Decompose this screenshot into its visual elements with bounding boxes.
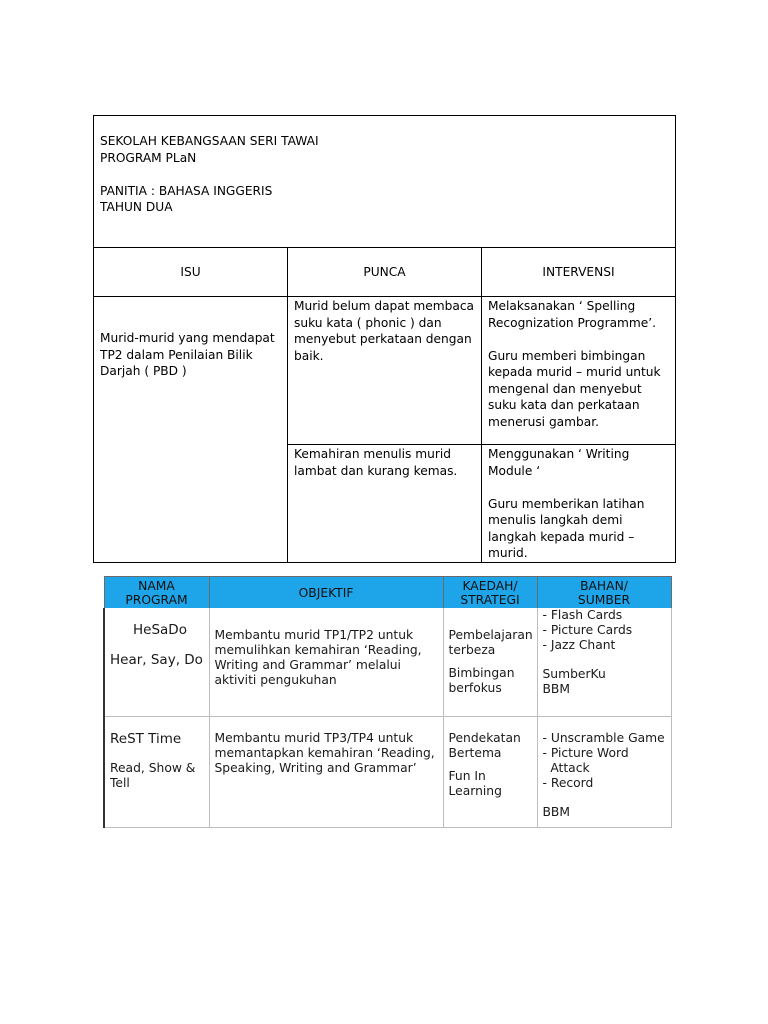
year-level: TAHUN DUA (100, 200, 173, 214)
table-row (104, 608, 671, 717)
school-name: SEKOLAH KEBANGSAAN SERI TAWAI (100, 134, 319, 148)
punca-cell: Kemahiran menulis murid lambat dan kurang kemas. (288, 445, 482, 563)
resource-text: SumberKu (542, 667, 606, 681)
punca-cell: Murid belum dapat membaca suku kata ( phonic ) dan menyebut perkataan dengan baik. (288, 297, 482, 445)
program-table (103, 576, 672, 828)
intervensi-cell (482, 445, 676, 563)
resource-cell (537, 608, 671, 717)
resource-list (543, 608, 671, 653)
list-item: - Record (542, 776, 594, 790)
objective-text: Membantu murid TP3/TP4 untuk memantapkan kemahiran ‘Reading, Speaking, Writing and Grammar’ (214, 731, 435, 775)
intervensi-cell (482, 297, 676, 445)
resource-cell (537, 717, 671, 828)
program-title: Read, Show & Tell (110, 761, 196, 790)
program-name: PROGRAM PLaN (100, 150, 197, 165)
intervensi-text: Melaksanakan ‘ Spelling Recognization Programme’. (488, 299, 657, 330)
list-item: - Picture Word Attack (542, 746, 629, 775)
column-header-objektif: OBJEKTIF (209, 577, 443, 609)
strategy-text: Pendekatan Bertema (448, 731, 521, 760)
column-header-kaedah: KAEDAH/ STRATEGI (443, 577, 537, 609)
resource-text: BBM (542, 682, 570, 696)
objective-cell (209, 717, 443, 828)
column-header-punca: PUNCA (288, 248, 482, 297)
column-header-bahan: BAHAN/ SUMBER (537, 577, 671, 609)
program-code: ReST Time (110, 731, 182, 747)
list-item: - Unscramble Game (542, 731, 665, 745)
list-item: - Picture Cards (542, 623, 633, 637)
isu-cell: Murid-murid yang mendapat TP2 dalam Penilaian Bilik Darjah ( PBD ) (94, 297, 288, 563)
column-header-isu: ISU (94, 248, 288, 297)
strategy-text: Pembelajaran terbeza (448, 628, 533, 657)
program-table-image (103, 576, 670, 828)
objective-text: Membantu murid TP1/TP2 untuk memulihkan kemahiran ‘Reading, Writing and Grammar’ melalui aktiviti pengukuhan (214, 628, 422, 687)
intervensi-text: Guru memberikan latihan menulis langkah demi langkah kepada murid – murid. (488, 496, 645, 560)
program-code: HeSaDo (133, 622, 187, 638)
strategy-text: Bimbingan berfokus (448, 666, 515, 695)
program-title: Hear, Say, Do (110, 652, 203, 668)
strategy-cell (443, 608, 537, 717)
list-item: - Jazz Chant (542, 638, 616, 652)
resource-list (543, 731, 671, 791)
strategy-cell (443, 717, 537, 828)
intervensi-text: Guru memberi bimbingan kepada murid – murid untuk mengenal dan menyebut suku kata dan perkataan menerusi gambar. (488, 348, 661, 429)
program-name-cell (104, 608, 209, 717)
column-header-nama-program: NAMA PROGRAM (104, 577, 209, 609)
intervensi-text: Menggunakan ‘ Writing Module ‘ (488, 447, 630, 478)
plan-table (93, 115, 676, 563)
column-header-intervensi: INTERVENSI (482, 248, 676, 297)
document-header (94, 116, 676, 248)
resource-text: BBM (542, 805, 570, 819)
panel-name: PANITIA : BAHASA INGGERIS (100, 183, 273, 198)
objective-cell (209, 608, 443, 717)
table-row (104, 717, 671, 828)
program-name-cell (104, 717, 209, 828)
list-item: - Flash Cards (542, 608, 623, 622)
strategy-text: Fun In Learning (448, 769, 502, 798)
